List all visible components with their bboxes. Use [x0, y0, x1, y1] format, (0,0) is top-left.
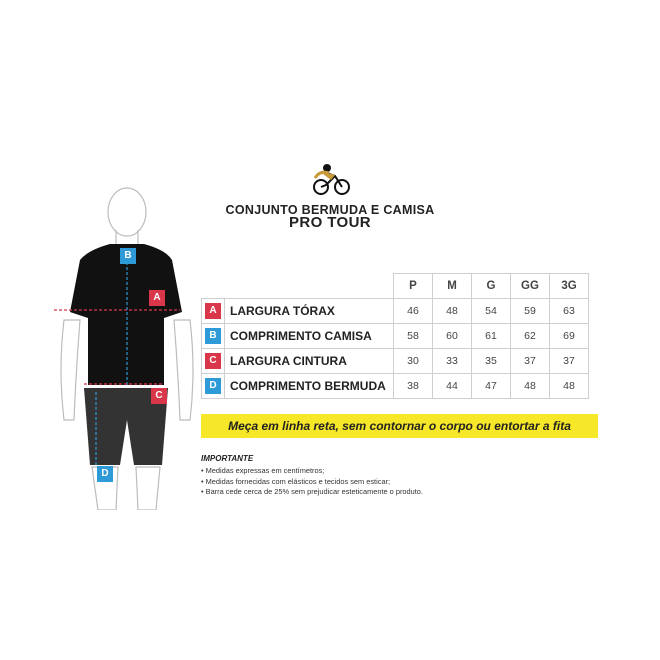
table-cell: 48: [550, 374, 589, 399]
table-cell: 37: [550, 349, 589, 374]
row-label: COMPRIMENTO CAMISA: [225, 324, 394, 349]
table-cell: 48: [433, 299, 472, 324]
row-code-badge: C: [205, 353, 221, 369]
marker-a: A: [149, 290, 165, 306]
page-title: CONJUNTO BERMUDA E CAMISA: [225, 203, 435, 217]
important-heading: IMPORTANTE: [201, 454, 254, 463]
row-label: COMPRIMENTO BERMUDA: [225, 374, 394, 399]
note-item: • Medidas fornecidas com elásticos e tecidos sem esticar;: [201, 476, 391, 486]
table-cell: 47: [472, 374, 511, 399]
product-name: PRO TOUR: [288, 214, 372, 231]
table-cell: 69: [550, 324, 589, 349]
important-notes-list: [201, 466, 423, 498]
size-header-g: G: [472, 274, 511, 299]
size-header-row: [202, 274, 589, 299]
size-header-m: M: [433, 274, 472, 299]
cyclist-logo-icon: [311, 160, 351, 196]
table-cell: 54: [472, 299, 511, 324]
body-silhouette: [40, 180, 210, 510]
table-cell: 38: [394, 374, 433, 399]
table-row: [202, 349, 589, 374]
row-code-badge: A: [205, 303, 221, 319]
row-label: LARGURA TÓRAX: [225, 299, 394, 324]
table-row: [202, 299, 589, 324]
size-header-p: P: [394, 274, 433, 299]
row-code-badge: D: [205, 378, 221, 394]
table-cell: 44: [433, 374, 472, 399]
table-cell: 30: [394, 349, 433, 374]
table-cell: 63: [550, 299, 589, 324]
table-cell: 60: [433, 324, 472, 349]
measurement-notice-bar: Meça em linha reta, sem contornar o corpo ou entortar a fita: [201, 414, 598, 438]
marker-d: D: [97, 466, 113, 482]
size-header-gg: GG: [511, 274, 550, 299]
table-cell: 58: [394, 324, 433, 349]
table-cell: 59: [511, 299, 550, 324]
table-cell: 61: [472, 324, 511, 349]
table-cell: 48: [511, 374, 550, 399]
body-measurement-figure: [40, 180, 210, 510]
marker-c: C: [151, 388, 167, 404]
table-cell: 62: [511, 324, 550, 349]
row-code-badge: B: [205, 328, 221, 344]
table-row: [202, 324, 589, 349]
note-item: • Barra cede cerca de 25% sem prejudicar esteticamente o produto.: [201, 487, 423, 496]
table-cell: 33: [433, 349, 472, 374]
note-item: • Medidas expressas em centímetros;: [201, 466, 325, 475]
row-label: LARGURA CINTURA: [225, 349, 394, 374]
table-cell: 37: [511, 349, 550, 374]
size-header-3g: 3G: [550, 274, 589, 299]
marker-b: B: [120, 248, 136, 264]
table-row: [202, 374, 589, 399]
size-table: [201, 273, 589, 399]
table-cell: 35: [472, 349, 511, 374]
table-cell: 46: [394, 299, 433, 324]
